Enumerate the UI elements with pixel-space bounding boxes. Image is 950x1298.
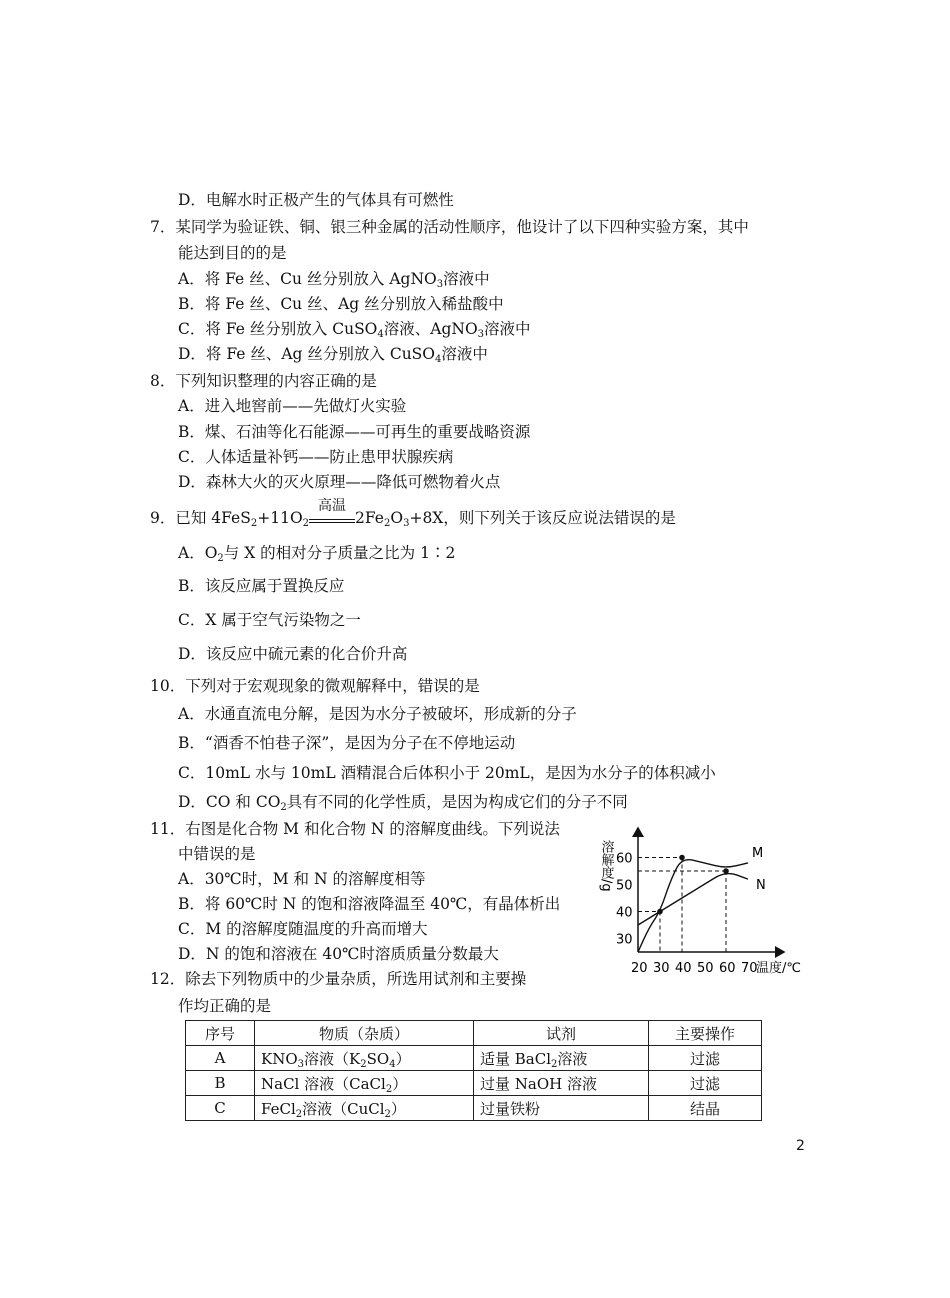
row-id: A: [186, 1046, 255, 1071]
row-substance: $KNO_3$溶液$(K_2SO_4)$: [255, 1046, 474, 1071]
x-axis-label: 温度/℃: [756, 961, 801, 976]
data-point: [679, 855, 685, 861]
q9-option-d: D．该反应中硫元素的化合价升高: [178, 645, 408, 663]
header-operation: 主要操作: [649, 1021, 762, 1046]
q9-option-a: A．$O_2$与 X 的相对分子质量之比为 1∶2: [178, 544, 456, 564]
x-tick-label: 70: [741, 961, 758, 976]
table-header-row: [186, 1021, 762, 1046]
solubility-chart: [590, 822, 820, 982]
q7-option-a: A．将 Fe 丝、Cu 丝分别放入 AgNO$_3$溶液中: [178, 270, 490, 290]
row-id: C: [186, 1096, 255, 1121]
q7-option-d: D．将 Fe 丝、Ag 丝分别放入 CuSO$_4$溶液中: [178, 345, 488, 365]
q11-option-b: B．将 60℃时 N 的饱和溶液降温至 40℃，有晶体析出: [178, 895, 561, 913]
y-tick-label: 30: [616, 932, 633, 948]
series-label-n: N: [756, 878, 766, 894]
q8-option-c: C．人体适量补钙——防止患甲状腺疾病: [178, 448, 454, 466]
q12-stem-cont: 作均正确的是: [178, 997, 272, 1015]
q11-option-a: A．30℃时，M 和 N 的溶解度相等: [178, 870, 426, 888]
row-reagent: 过量 NaOH 溶液: [474, 1071, 649, 1096]
q9-option-b: B．该反应属于置换反应: [178, 577, 345, 595]
q10-option-b: B．“酒香不怕巷子深”，是因为分子在不停地运动: [178, 734, 516, 752]
header-reagent: 试剂: [474, 1021, 649, 1046]
table-row: [186, 1046, 762, 1071]
q10-stem: 10．下列对于宏观现象的微观解释中，错误的是: [150, 677, 480, 695]
row-id: B: [186, 1071, 255, 1096]
q11-option-d: D．N 的饱和溶液在 40℃时溶质质量分数最大: [178, 945, 499, 963]
header-substance: 物质（杂质）: [255, 1021, 474, 1046]
q11-option-c: C．M 的溶解度随温度的升高而增大: [178, 920, 428, 938]
impurity-table: [185, 1020, 762, 1121]
q8-stem: 8．下列知识整理的内容正确的是: [150, 372, 377, 390]
q12-stem: 12．除去下列物质中的少量杂质，所选用试剂和主要操: [150, 970, 527, 988]
row-operation: 结晶: [649, 1096, 762, 1121]
q10-option-a: A．水通直流电分解，是因为水分子被破坏，形成新的分子: [178, 705, 577, 723]
q8-option-b: B．煤、石油等化石能源——可再生的重要战略资源: [178, 423, 531, 441]
row-reagent: 适量 BaCl$_2$溶液: [474, 1046, 649, 1071]
data-point: [657, 909, 663, 915]
row-operation: 过滤: [649, 1046, 762, 1071]
q10-option-d: D．CO 和 $CO_2$具有不同的化学性质，是因为构成它们的分子不同: [178, 793, 628, 813]
q8-option-d: D．森林大火的灭火原理——降低可燃物着火点: [178, 473, 501, 491]
page-number: 2: [796, 1138, 805, 1154]
q7-stem: 7．某同学为验证铁、铜、银三种金属的活动性顺序，他设计了以下四种实验方案，其中: [150, 218, 749, 236]
y-tick-label: 50: [616, 878, 633, 894]
y-tick-label: 60: [616, 851, 633, 867]
q6-option-d: D．电解水时正极产生的气体具有可燃性: [178, 191, 454, 209]
q11-stem: 11．右图是化合物 M 和化合物 N 的溶解度曲线。下列说法: [150, 820, 560, 838]
header-id: 序号: [186, 1021, 255, 1046]
data-point: [723, 868, 729, 874]
reaction-condition: 高温: [309, 509, 355, 523]
row-substance: FeCl$_2$溶液（CuCl$_2$）: [255, 1096, 474, 1121]
q9-stem: 9．已知 $4FeS_2+11O_2$ 高温 $2Fe_2O_3+8X$，则下列关于该反应说法错误的是: [150, 498, 676, 529]
x-tick-label: 20: [631, 961, 648, 976]
q9-option-c: C．X 属于空气污染物之一: [178, 611, 361, 629]
q7-stem-cont: 能达到目的的是: [178, 244, 287, 262]
x-tick-label: 50: [697, 961, 714, 976]
row-substance: NaCl 溶液（CaCl$_2$）: [255, 1071, 474, 1096]
series-line-n: [638, 874, 748, 925]
x-tick-label: 60: [719, 961, 736, 976]
x-tick-label: 40: [675, 961, 692, 976]
row-operation: 过滤: [649, 1071, 762, 1096]
q8-option-a: A．进入地窖前——先做灯火实验: [178, 397, 407, 415]
series-label-m: M: [752, 845, 764, 861]
row-reagent: 过量铁粉: [474, 1096, 649, 1121]
y-tick-label: 40: [616, 905, 633, 921]
x-tick-label: 30: [653, 961, 670, 976]
q10-option-c: C．10mL 水与 10mL 酒精混合后体积小于 20mL，是因为水分子的体积减小: [178, 764, 716, 782]
q7-option-c: C．将 Fe 丝分别放入 CuSO$_4$溶液、AgNO$_3$溶液中: [178, 320, 531, 340]
y-axis-label: 溶解度/g: [598, 840, 614, 892]
table-row: [186, 1071, 762, 1096]
q7-option-b: B．将 Fe 丝、Cu 丝、Ag 丝分别放入稀盐酸中: [178, 295, 504, 313]
q11-stem-cont: 中错误的是: [178, 845, 256, 863]
table-row: [186, 1096, 762, 1121]
